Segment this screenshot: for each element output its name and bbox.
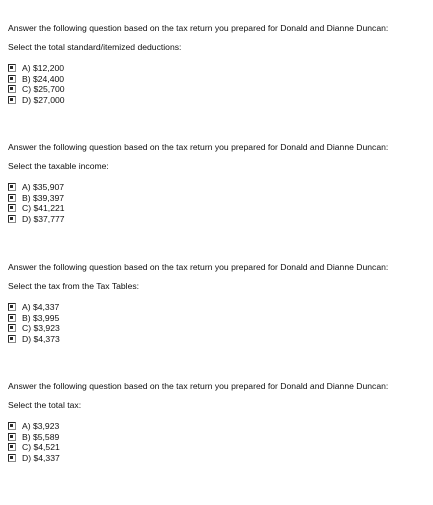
option-letter: D) (22, 94, 32, 105)
option-a[interactable] (8, 302, 404, 313)
option-a[interactable] (8, 182, 404, 193)
option-a[interactable] (8, 421, 404, 432)
answer-options (8, 421, 404, 463)
option-c[interactable] (8, 84, 404, 95)
checkbox-icon[interactable] (8, 64, 16, 72)
question-intro: Answer the following question based on the tax return you prepared for Donald and Dianne Duncan: (8, 23, 389, 33)
option-letter: C) (22, 203, 32, 214)
option-d[interactable] (8, 453, 404, 464)
checkbox-icon[interactable] (8, 314, 16, 322)
question-4 (8, 381, 404, 463)
question-prompt: Select the total tax: (8, 400, 82, 411)
checkbox-icon[interactable] (8, 183, 16, 191)
question-intro: Answer the following question based on the tax return you prepared for Donald and Dianne Duncan: (8, 142, 389, 152)
option-letter: A) (22, 181, 31, 192)
question-intro: Answer the following question based on the tax return you prepared for Donald and Dianne Duncan: (8, 262, 389, 272)
question-3 (8, 262, 404, 344)
option-letter: A) (22, 62, 31, 73)
option-b[interactable] (8, 192, 404, 203)
option-value: $25,700 (33, 84, 65, 95)
option-a[interactable] (8, 63, 404, 74)
question-prompt: Select the total standard/itemized deductions: (8, 42, 182, 53)
checkbox-icon[interactable] (8, 433, 16, 441)
option-value: $3,995 (32, 312, 60, 323)
option-value: $37,777 (33, 213, 65, 224)
option-b[interactable] (8, 73, 404, 84)
option-letter: C) (22, 323, 32, 334)
option-value: $4,373 (33, 333, 60, 344)
option-value: $4,337 (33, 452, 60, 463)
checkbox-icon[interactable] (8, 303, 16, 311)
question-prompt: Select the taxable income: (8, 161, 109, 172)
option-c[interactable] (8, 203, 404, 214)
option-d[interactable] (8, 95, 404, 106)
option-letter: B) (22, 431, 31, 442)
option-letter: D) (22, 213, 32, 224)
checkbox-icon[interactable] (8, 96, 16, 104)
option-letter: B) (22, 73, 31, 84)
option-value: $4,337 (32, 301, 60, 312)
option-letter: B) (22, 192, 31, 203)
option-value: $3,923 (32, 420, 60, 431)
option-d[interactable] (8, 214, 404, 225)
question-prompt: Select the tax from the Tax Tables: (8, 281, 140, 292)
option-value: $39,397 (32, 192, 65, 203)
option-b[interactable] (8, 431, 404, 442)
checkbox-icon[interactable] (8, 85, 16, 93)
checkbox-icon[interactable] (8, 443, 16, 451)
checkbox-icon[interactable] (8, 194, 16, 202)
option-value: $41,221 (33, 203, 65, 214)
option-letter: C) (22, 84, 32, 95)
option-c[interactable] (8, 323, 404, 334)
option-letter: A) (22, 301, 31, 312)
option-letter: D) (22, 452, 32, 463)
checkbox-icon[interactable] (8, 335, 16, 343)
option-value: $3,923 (33, 323, 60, 334)
option-d[interactable] (8, 334, 404, 345)
option-value: $12,200 (32, 62, 65, 73)
question-1 (8, 23, 404, 105)
checkbox-icon[interactable] (8, 324, 16, 332)
question-2 (8, 142, 404, 224)
answer-options (8, 302, 404, 344)
answer-options (8, 63, 404, 105)
answer-options (8, 182, 404, 224)
question-intro: Answer the following question based on the tax return you prepared for Donald and Dianne Duncan: (8, 381, 389, 391)
option-letter: D) (22, 333, 32, 344)
checkbox-icon[interactable] (8, 215, 16, 223)
option-value: $5,589 (32, 431, 60, 442)
checkbox-icon[interactable] (8, 204, 16, 212)
checkbox-icon[interactable] (8, 422, 16, 430)
option-b[interactable] (8, 312, 404, 323)
option-letter: C) (22, 442, 32, 453)
checkbox-icon[interactable] (8, 75, 16, 83)
checkbox-icon[interactable] (8, 454, 16, 462)
option-value: $4,521 (33, 442, 60, 453)
option-c[interactable] (8, 442, 404, 453)
option-value: $35,907 (32, 181, 65, 192)
option-letter: A) (22, 420, 31, 431)
option-value: $24,400 (32, 73, 65, 84)
option-letter: B) (22, 312, 31, 323)
option-value: $27,000 (33, 94, 65, 105)
